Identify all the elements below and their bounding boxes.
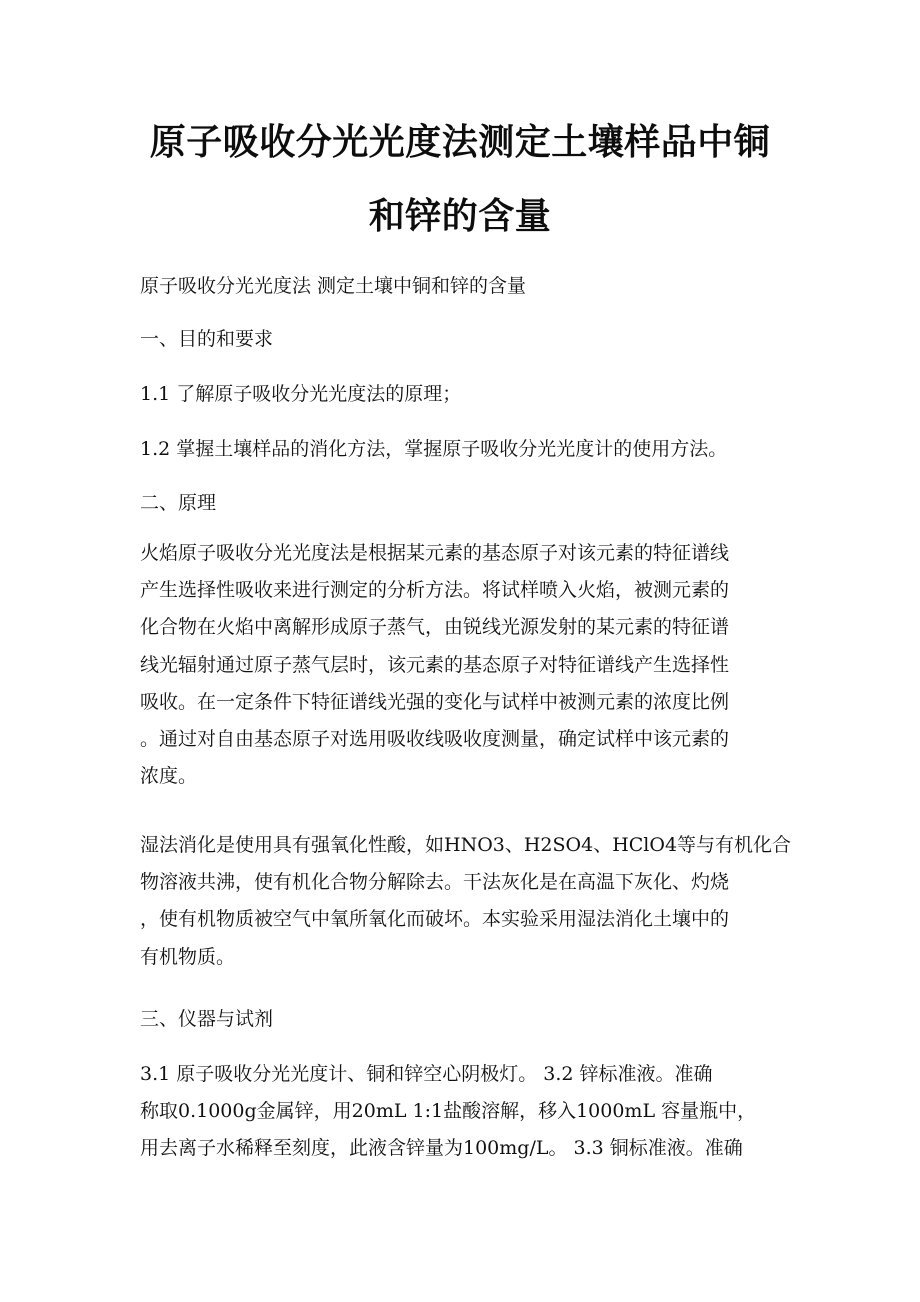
digestion-paragraph (140, 827, 792, 976)
reagent-paragraph (140, 1056, 782, 1168)
paragraph-line: 吸收。在一定条件下特征谱线光强的变化与试样中被测元素的浓度比例 (140, 690, 730, 713)
section-3-heading: 三、仪器与试剂 (140, 1008, 274, 1030)
paragraph-line: 。通过对自由基态原子对选用吸收线吸收度测量，确定试样中该元素的 (140, 728, 730, 751)
paragraph-line: 称取0.1000g金属锌，用20mL 1:1盐酸溶解，移入1000mL 容量瓶中， (140, 1100, 757, 1123)
paragraph-line: 浓度。 (140, 765, 198, 788)
paragraph-line: 3.1 原子吸收分光光度计、铜和锌空心阴极灯。 3.2 锌标准液。准确 (140, 1063, 713, 1085)
subtitle: 原子吸收分光光度法 测定土壤中铜和锌的含量 (140, 275, 527, 297)
paragraph-line: 火焰原子吸收分光光度法是根据某元素的基态原子对该元素的特征谱线 (140, 542, 730, 564)
paragraph-line: 产生选择性吸收来进行测定的分析方法。将试样喷入火焰，被测元素的 (140, 579, 730, 602)
item-1-2: 1.2 掌握土壤样品的消化方法，掌握原子吸收分光光度计的使用方法。 (140, 438, 728, 460)
document-title (120, 106, 800, 254)
paragraph-line: 用去离子水稀释至刻度，此液含锌量为100mg/L。 3.3 铜标准液。准确 (140, 1137, 743, 1160)
paragraph-line: 线光辐射通过原子蒸气层时，该元素的基态原子对特征谱线产生选择性 (140, 653, 730, 676)
paragraph-line: 化合物在火焰中离解形成原子蒸气，由锐线光源发射的某元素的特征谱 (140, 616, 730, 639)
paragraph-line: 湿法消化是使用具有强氧化性酸，如HNO3、H2SO4、HClO4等与有机化合 (140, 834, 792, 856)
paragraph-line: 物溶液共沸，使有机化合物分解除去。干法灰化是在高温下灰化、灼烧 (140, 871, 730, 894)
item-1-1: 1.1 了解原子吸收分光光度法的原理； (140, 383, 462, 405)
paragraph-line: 有机物质。 (140, 945, 236, 968)
section-1-heading: 一、目的和要求 (140, 328, 274, 350)
principle-paragraph (140, 535, 782, 795)
section-2-heading: 二、原理 (140, 492, 217, 514)
title-line-1: 原子吸收分光光度法测定土壤样品中铜 (149, 122, 771, 163)
paragraph-line: ，使有机物质被空气中氧所氧化而破坏。本实验采用湿法消化土壤中的 (140, 908, 730, 931)
title-line-2: 和锌的含量 (368, 196, 552, 237)
